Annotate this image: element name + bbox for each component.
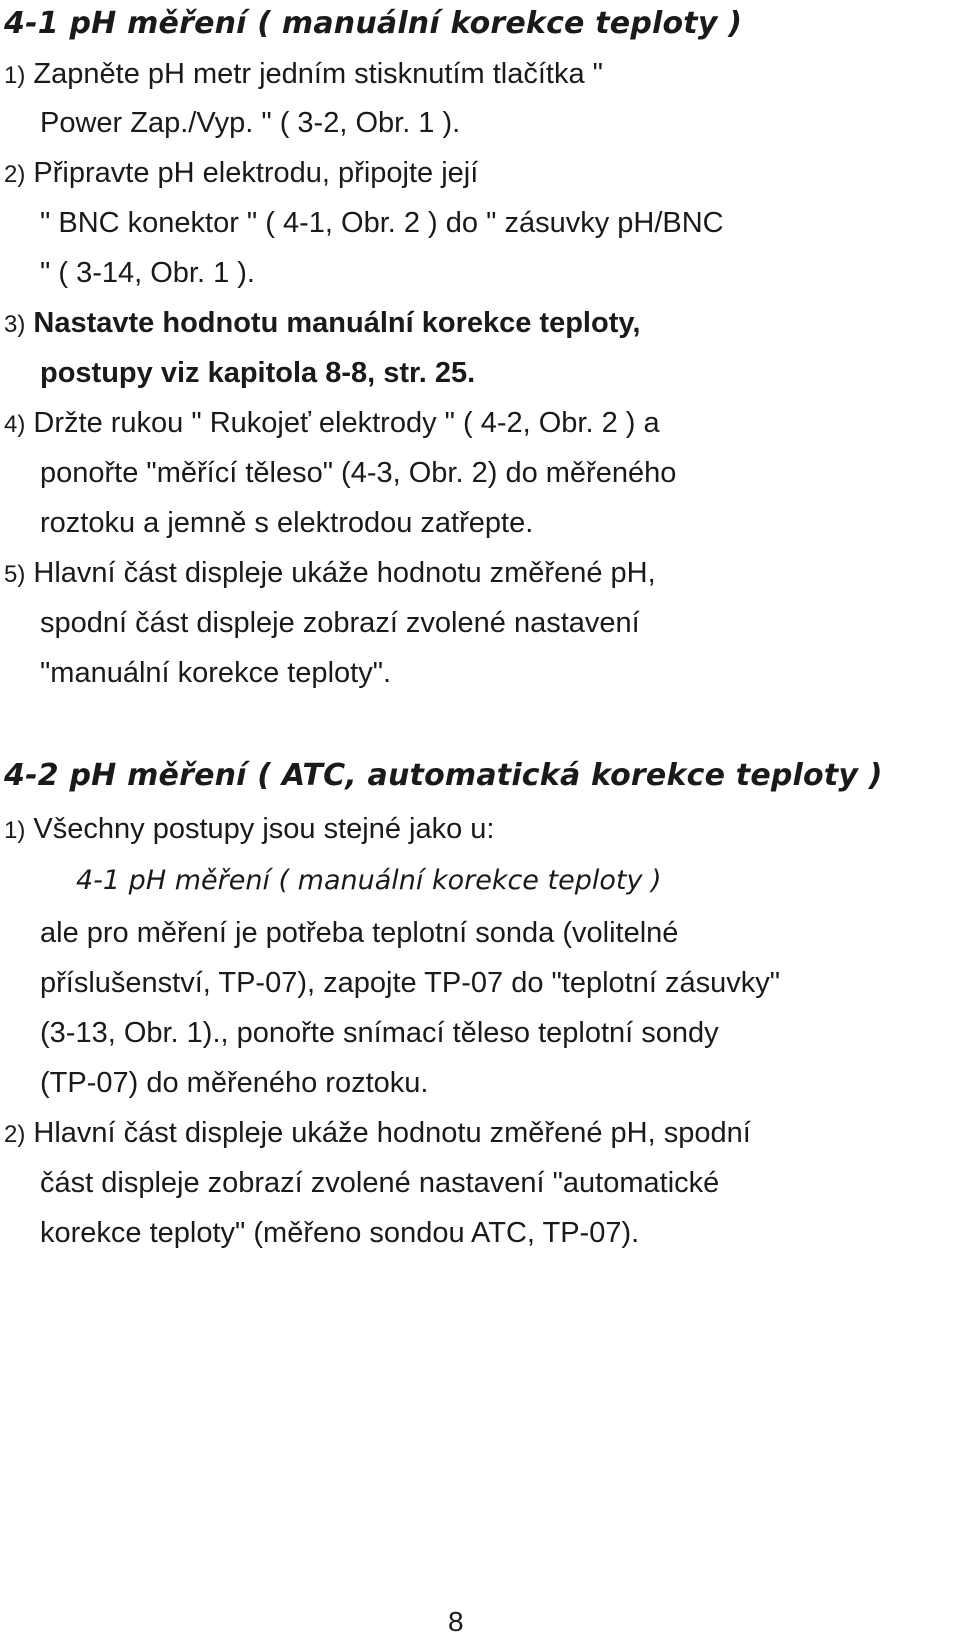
- step-1-1-cont: Power Zap./Vyp. " ( 3-2, Obr. 1 ).: [40, 107, 461, 139]
- step-2-1-cont-2: příslušenství, TP-07), zapojte TP-07 do "teplotní zásuvky": [40, 967, 781, 999]
- step-text: Hlavní část displeje ukáže hodnotu změřené pH,: [33, 557, 656, 589]
- step-1-3-cont: postupy viz kapitola 8-8, str. 25.: [40, 357, 476, 389]
- step-number: 3): [4, 311, 26, 338]
- step-1-5-cont-2: "manuální korekce teploty".: [40, 657, 392, 689]
- step-1-2: [4, 159, 478, 188]
- step-2-1-cont-1: ale pro měření je potřeba teplotní sonda (volitelné: [40, 917, 679, 949]
- step-2-2: [4, 1119, 751, 1148]
- step-1-2-cont-1: " BNC konektor " ( 4-1, Obr. 2 ) do " zásuvky pH/BNC: [40, 207, 724, 239]
- step-number: 5): [4, 561, 26, 588]
- step-1-1: [4, 60, 603, 89]
- step-number: 2): [4, 1121, 26, 1148]
- step-text: Připravte pH elektrodu, připojte její: [33, 157, 479, 189]
- step-1-5-cont-1: spodní část displeje zobrazí zvolené nastavení: [40, 607, 640, 639]
- step-number: 4): [4, 411, 26, 438]
- step-2-2-cont-1: část displeje zobrazí zvolené nastavení "automatické: [40, 1167, 720, 1199]
- step-1-4: [4, 409, 660, 438]
- step-1-5: [4, 559, 656, 588]
- step-2-1: [4, 815, 494, 844]
- step-number: 1): [4, 62, 26, 89]
- step-text: Hlavní část displeje ukáže hodnotu změřené pH, spodní: [33, 1117, 751, 1149]
- step-text: Všechny postupy jsou stejné jako u:: [33, 813, 495, 845]
- step-number: 1): [4, 817, 26, 844]
- step-text: Zapněte pH metr jedním stisknutím tlačítka ": [33, 58, 603, 90]
- section-heading-4-1: 4-1 pH měření ( manuální korekce teploty ): [4, 6, 743, 41]
- step-2-1-cont-4: (TP-07) do měřeného roztoku.: [40, 1067, 429, 1099]
- step-2-2-cont-2: korekce teploty" (měřeno sondou ATC, TP-07).: [40, 1217, 640, 1249]
- page-number: 8: [448, 1606, 464, 1637]
- step-text: Držte rukou " Rukojeť elektrody " ( 4-2, Obr. 2 ) a: [33, 407, 660, 439]
- step-text: Nastavte hodnotu manuální korekce teploty,: [33, 307, 641, 339]
- step-2-1-reference: 4-1 pH měření ( manuální korekce teploty ): [76, 865, 662, 896]
- step-number: 2): [4, 161, 26, 188]
- step-1-4-cont-2: roztoku a jemně s elektrodou zatřepte.: [40, 507, 534, 539]
- section-heading-4-2: 4-2 pH měření ( ATC, automatická korekce teploty ): [4, 758, 883, 793]
- step-1-2-cont-2: " ( 3-14, Obr. 1 ).: [40, 257, 255, 289]
- step-1-3: [4, 309, 640, 338]
- step-2-1-cont-3: (3-13, Obr. 1)., ponořte snímací těleso teplotní sondy: [40, 1017, 719, 1049]
- step-1-4-cont-1: ponořte "měřící těleso" (4-3, Obr. 2) do měřeného: [40, 457, 677, 489]
